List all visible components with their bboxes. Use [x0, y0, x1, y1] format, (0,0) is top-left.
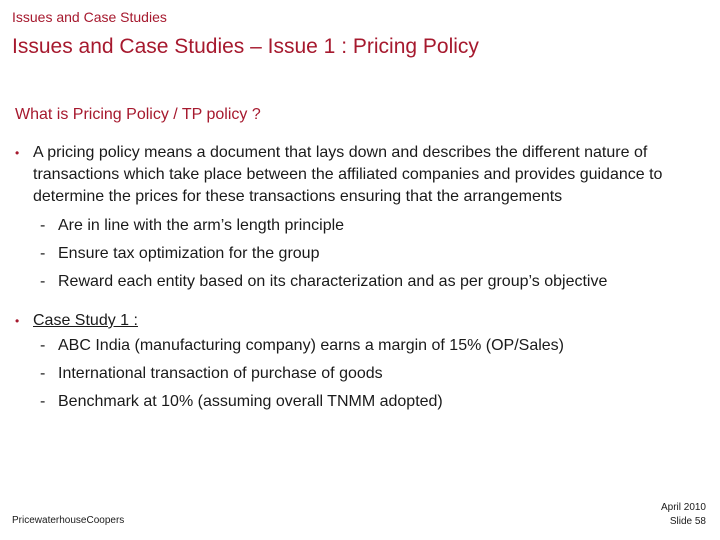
slide-title: Issues and Case Studies – Issue 1 : Pricing Policy [12, 35, 479, 58]
section-label: Issues and Case Studies [12, 9, 167, 25]
bullet-text: A pricing policy means a document that lays down and describes the different nature of transactions which take place between the affiliated companies and provides guidance to determine the prices for these transactions ensuring that the arrangements [33, 144, 663, 205]
dash-icon: - [40, 273, 46, 290]
slide-number: Slide 58 [669, 516, 706, 527]
footer-date: April 2010 [660, 502, 706, 513]
dash-icon: - [40, 393, 46, 410]
bullet-dot-icon: • [15, 314, 20, 328]
bullet-pricing-policy [15, 142, 705, 208]
dash-icon: - [40, 337, 46, 354]
bullet-case-study [15, 310, 705, 332]
case-study-label: Case Study 1 : [33, 312, 138, 329]
company-name: PricewaterhouseCoopers [12, 515, 125, 526]
sub-item: - Benchmark at 10% (assuming overall TNMM adopted) [40, 393, 443, 410]
sub-item: - Reward each entity based on its characterization and as per group’s objective [40, 273, 608, 290]
sub-item: - Are in line with the arm’s length principle [40, 217, 345, 234]
footer-meta [661, 501, 706, 529]
bullet-dot-icon: • [15, 146, 20, 160]
dash-icon: - [40, 365, 46, 382]
slide-body [15, 142, 705, 412]
dash-icon: - [40, 217, 46, 234]
dash-icon: - [40, 245, 46, 262]
sub-item: - ABC India (manufacturing company) earns a margin of 15% (OP/Sales) [40, 337, 565, 354]
sub-item: - International transaction of purchase of goods [40, 365, 383, 382]
question-heading: What is Pricing Policy / TP policy ? [15, 106, 261, 123]
sub-item: - Ensure tax optimization for the group [40, 245, 320, 262]
